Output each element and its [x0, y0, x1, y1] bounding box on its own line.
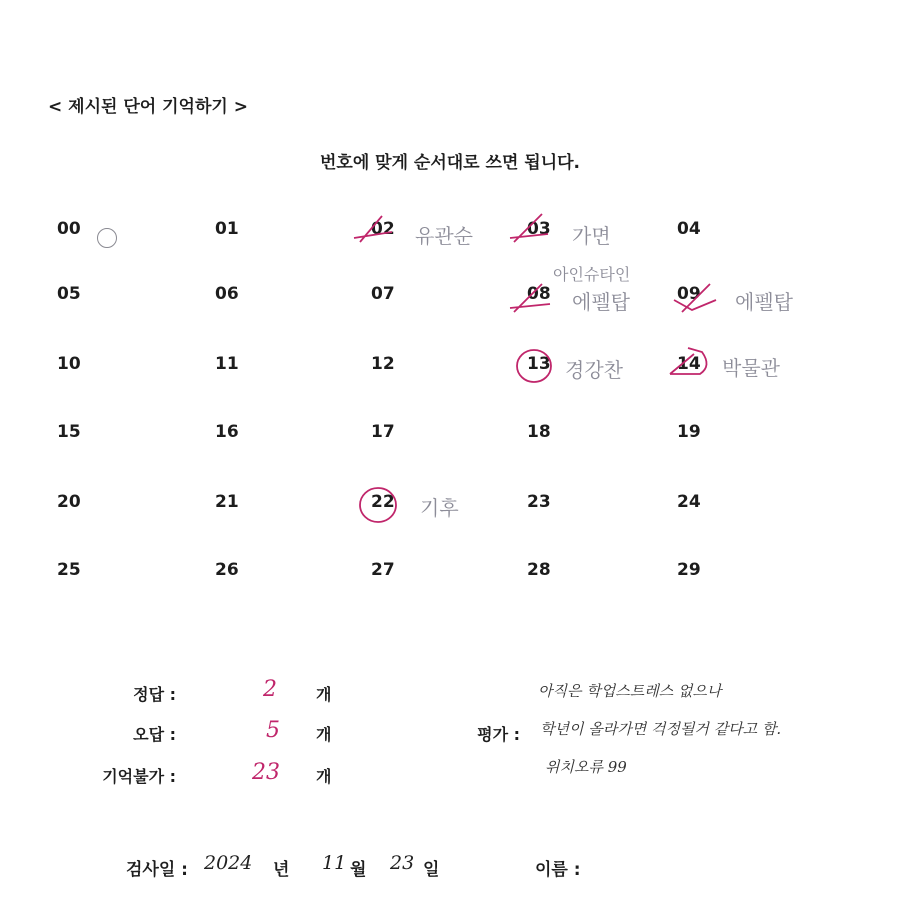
grid-number-05: 05 [57, 284, 81, 304]
instruction-text: 번호에 맞게 순서대로 쓰면 됩니다. [319, 153, 581, 173]
grid-number-07: 07 [371, 284, 395, 304]
date-year-unit: 년 [273, 860, 290, 880]
correct-label: 정답 : [133, 685, 176, 704]
grid-number-18: 18 [527, 422, 551, 442]
grid-number-29: 29 [677, 560, 701, 580]
answer-08: 에펠탑 [572, 290, 630, 314]
date-day: 23 [390, 852, 415, 874]
answer-08-top: 아인슈타인 [553, 265, 631, 284]
grid-number-06: 06 [215, 284, 239, 304]
forgot-label: 기억불가 : [102, 767, 176, 786]
check-mark-14 [664, 344, 714, 384]
grid-number-12: 12 [371, 354, 395, 374]
grid-number-21: 21 [215, 492, 239, 512]
evaluation-line-2: 학년이 올라가면 걱정될거 같다고 함. [540, 720, 782, 738]
date-month: 11 [322, 852, 347, 874]
date-year: 2024 [204, 852, 253, 874]
grid-number-23: 23 [527, 492, 551, 512]
answer-22: 기후 [420, 496, 459, 520]
grid-number-02: 02 [371, 219, 395, 239]
date-day-unit: 일 [423, 860, 440, 880]
check-mark-13 [512, 346, 558, 386]
correct-unit: 개 [316, 685, 332, 704]
grid-number-13: 13 [527, 354, 551, 374]
wrong-label: 오답 : [133, 725, 176, 744]
grid-number-09: 09 [677, 284, 701, 304]
grid-number-03: 03 [527, 219, 551, 239]
date-label: 검사일 : [126, 860, 188, 880]
answer-13: 경강찬 [565, 358, 623, 382]
check-mark-03 [508, 212, 554, 244]
grid-number-11: 11 [215, 354, 239, 374]
forgot-unit: 개 [316, 767, 332, 786]
answer-02: 유관순 [415, 224, 473, 248]
check-mark-08 [508, 282, 554, 314]
answer-03: 가면 [572, 224, 611, 248]
check-mark-02 [352, 212, 398, 244]
correct-value: 2 [263, 677, 277, 702]
grid-number-25: 25 [57, 560, 81, 580]
evaluation-label: 평가 : [477, 725, 520, 744]
name-label: 이름 : [535, 860, 581, 880]
grid-number-26: 26 [215, 560, 239, 580]
grid-number-01: 01 [215, 219, 239, 239]
grid-number-15: 15 [57, 422, 81, 442]
grid-number-17: 17 [371, 422, 395, 442]
page-title: < 제시된 단어 기억하기 > [48, 97, 248, 117]
check-mark-09 [672, 282, 720, 314]
circle-mark-00 [97, 228, 117, 248]
grid-number-28: 28 [527, 560, 551, 580]
answer-14: 박물관 [722, 356, 780, 380]
grid-number-24: 24 [677, 492, 701, 512]
evaluation-line-1: 아직은 학업스트레스 없으나 [538, 682, 722, 700]
grid-number-08: 08 [527, 284, 551, 304]
date-month-unit: 월 [350, 860, 367, 880]
grid-number-27: 27 [371, 560, 395, 580]
check-mark-22 [354, 484, 402, 526]
word-grid [55, 192, 825, 612]
grid-number-22: 22 [371, 492, 395, 512]
grid-number-10: 10 [57, 354, 81, 374]
grid-number-04: 04 [677, 219, 701, 239]
grid-number-20: 20 [57, 492, 81, 512]
wrong-value: 5 [266, 718, 280, 743]
grid-number-00: 00 [57, 219, 81, 239]
grid-number-19: 19 [677, 422, 701, 442]
answer-09: 에펠탑 [735, 290, 793, 314]
forgot-value: 23 [252, 760, 280, 785]
grid-number-14: 14 [677, 354, 701, 374]
grid-number-16: 16 [215, 422, 239, 442]
evaluation-line-3: 위치오류 99 [545, 758, 627, 776]
wrong-unit: 개 [316, 725, 332, 744]
